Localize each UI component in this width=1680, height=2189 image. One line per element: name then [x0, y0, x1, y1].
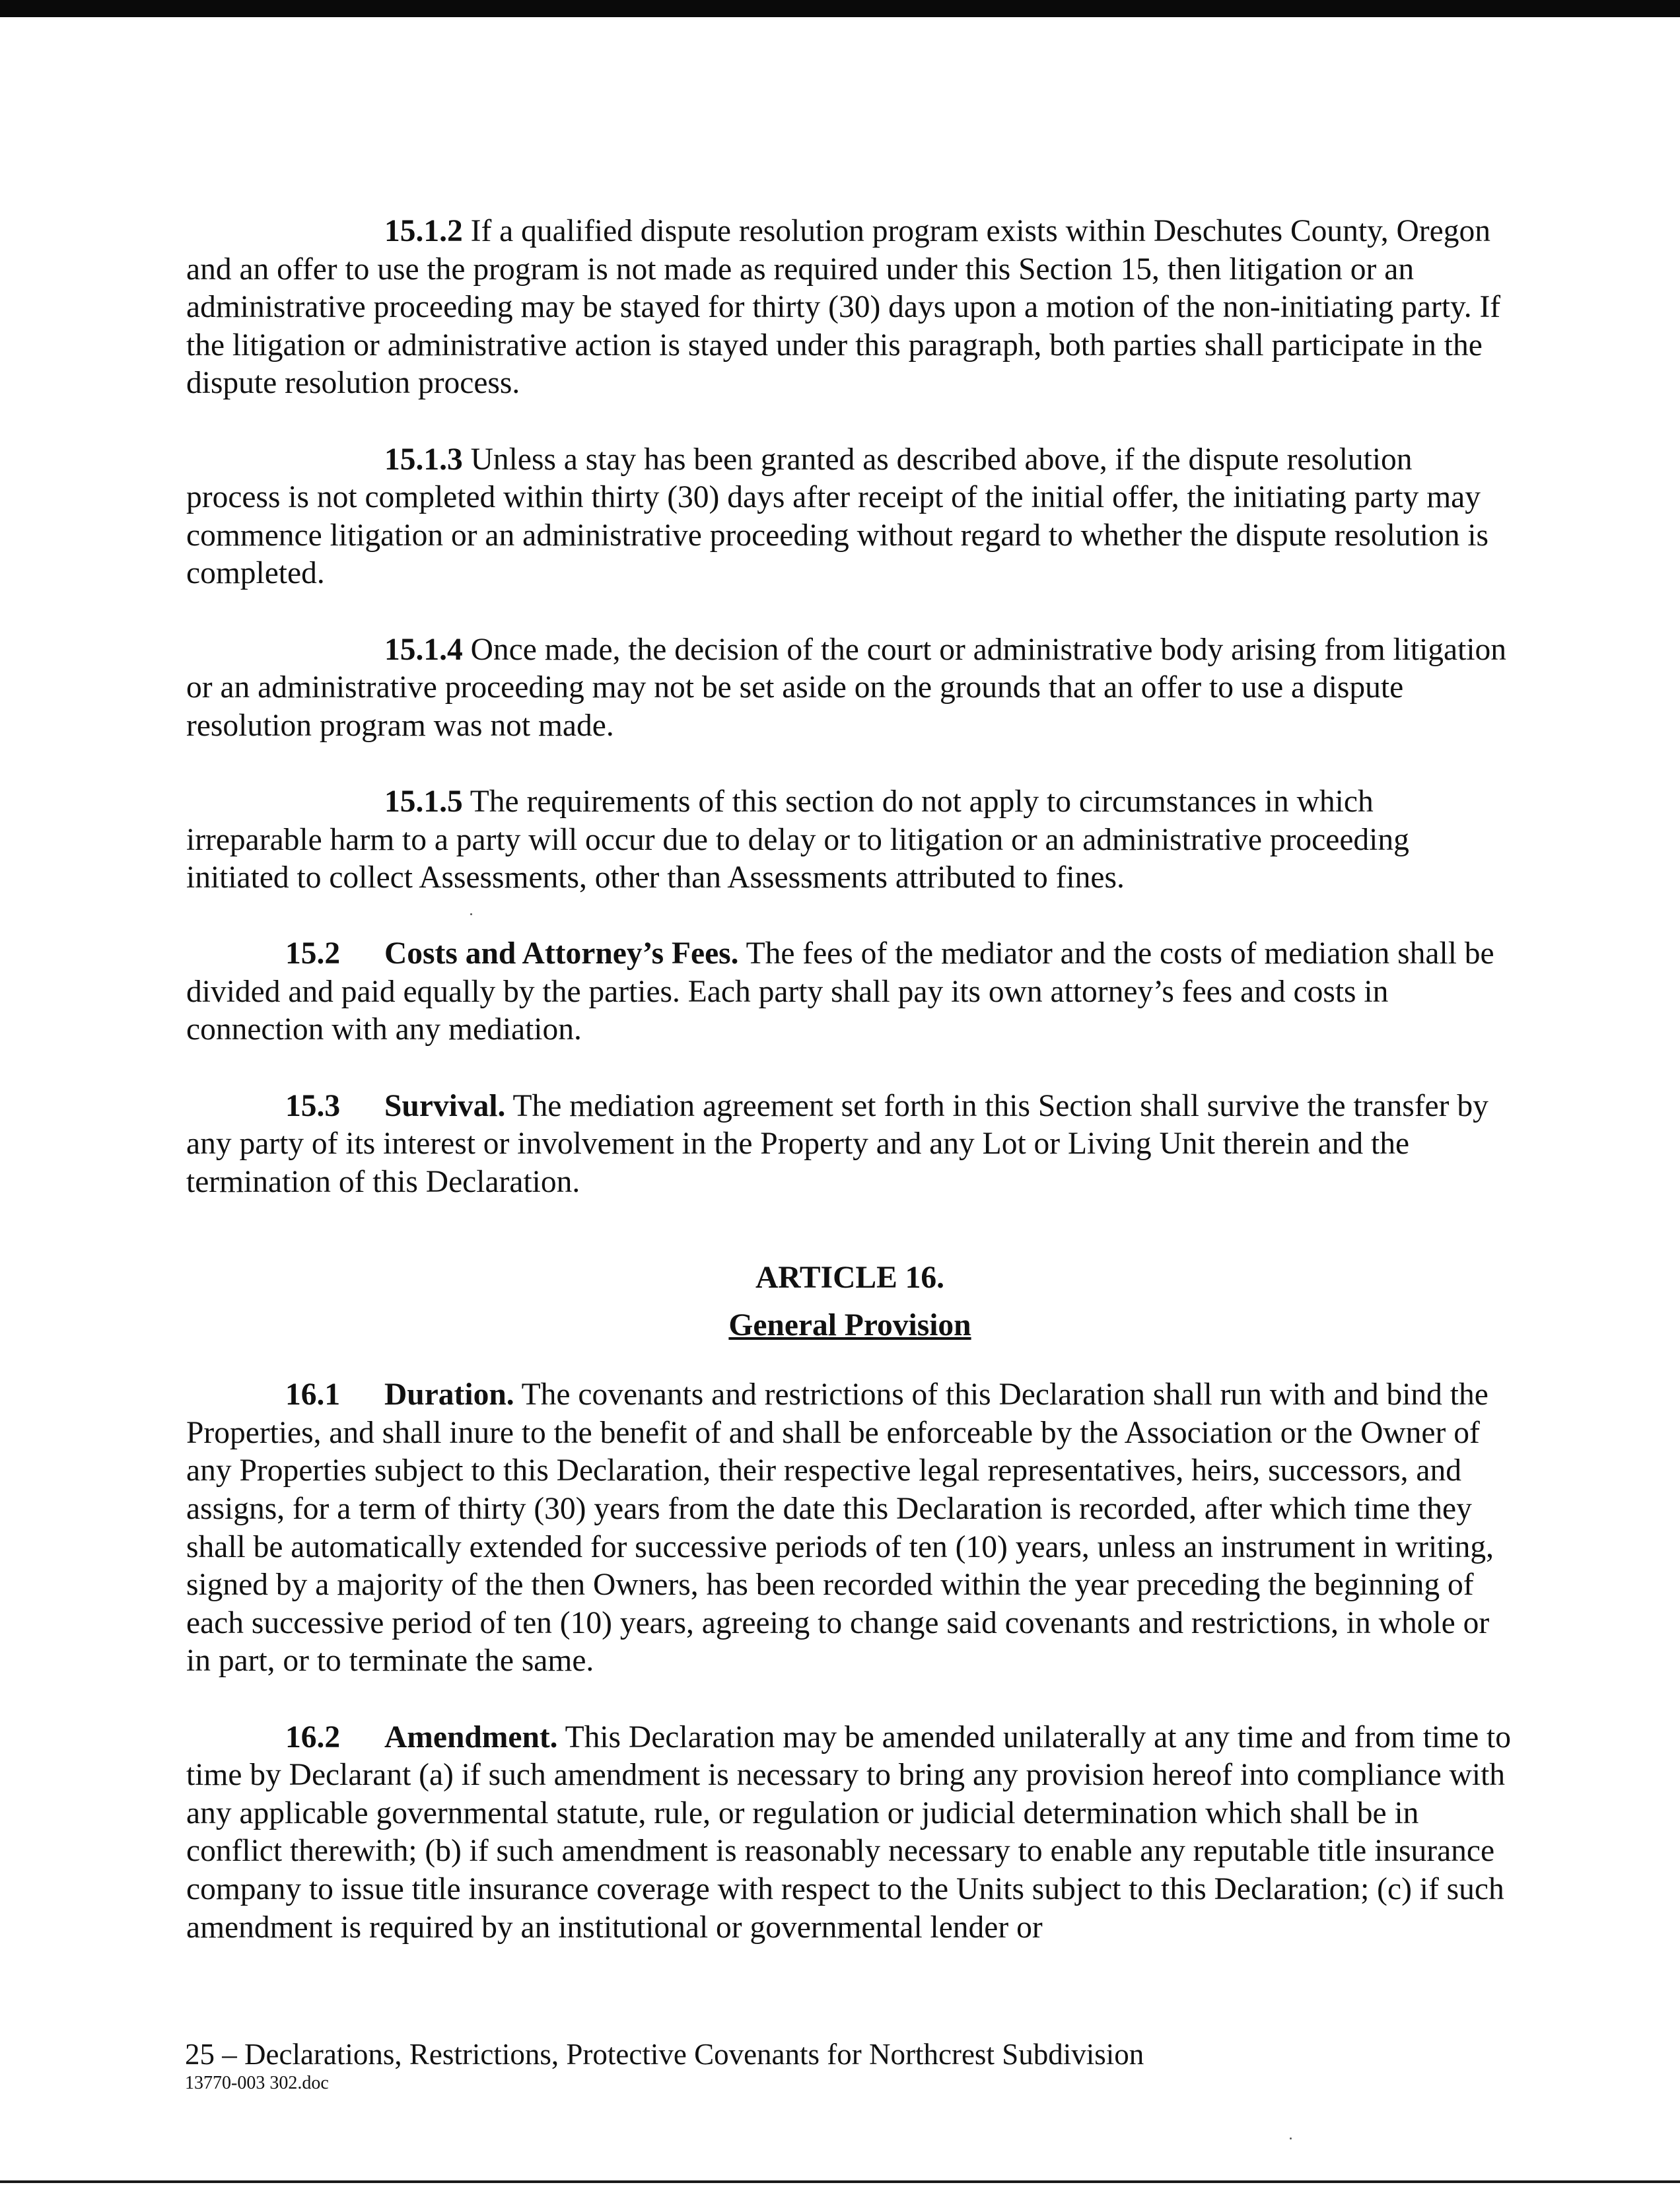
section-heading: Duration.: [384, 1377, 514, 1412]
section-number: 15.1.5: [384, 784, 463, 819]
scan-bottom-border: [0, 2180, 1680, 2183]
section-number: 16.1: [285, 1377, 341, 1412]
section-heading: Survival.: [384, 1088, 506, 1123]
scan-top-border: [0, 0, 1680, 17]
section-15-2: [186, 935, 1514, 1049]
section-heading: Costs and Attorney’s Fees.: [384, 936, 739, 971]
section-15-1-4: [186, 631, 1514, 746]
section-number: 16.2: [285, 1720, 341, 1755]
section-text: The fees of the mediator and the costs of mediation shall be divided and paid equally by the parties. Each party shall pay its own attorney’s fees and costs in connection with any mediation.: [186, 936, 1494, 1047]
section-text: If a qualified dispute resolution program exists within Deschutes County, Oregon and an offer to use the program is not made as required under this Section 15, then litigation or an administrative proceeding may be stayed for thirty (30) days upon a motion of the non-initiating party. If the litigation or administrative action is stayed under this paragraph, both parties shall participate in the dispute resolution process.: [186, 214, 1501, 401]
section-16-1: [186, 1376, 1514, 1681]
scan-speck: [470, 913, 472, 915]
section-15-1-3: [186, 441, 1514, 593]
section-text: Once made, the decision of the court or administrative body arising from litigation or an administrative proceeding may not be set aside on the grounds that an offer to use a dispute resolution program was not made.: [186, 632, 1507, 743]
section-number: 15.1.3: [384, 442, 463, 477]
section-16-2: [186, 1719, 1514, 1947]
section-heading: Amendment.: [384, 1720, 558, 1755]
footer-doc-id: 13770-003 302.doc: [185, 2073, 329, 2093]
section-text: The mediation agreement set forth in this Section shall survive the transfer by any party of its interest or involvement in the Property and any Lot or Living Unit therein and the termination of this Declaration.: [186, 1088, 1488, 1199]
section-number: 15.2: [285, 936, 341, 971]
article-title: General Provision: [728, 1307, 971, 1342]
scan-speck: [1290, 2137, 1292, 2139]
document-page: [186, 213, 1514, 1985]
section-text: Unless a stay has been granted as described above, if the dispute resolution process is not completed within thirty (30) days after receipt of the initial offer, the initiating party may commence litigation or an administrative proceeding without regard to whether the dispute resolution is completed.: [186, 442, 1489, 591]
section-number: 15.3: [285, 1088, 341, 1123]
article-label: ARTICLE 16.: [755, 1261, 945, 1296]
section-15-3: [186, 1088, 1514, 1202]
page-footer: [185, 2037, 1506, 2095]
section-15-1-5: [186, 783, 1514, 897]
section-number: 15.1.4: [384, 632, 463, 667]
section-text: The requirements of this section do not apply to circumstances in which irreparable harm to a party will occur due to delay or to litigation or an administrative proceeding initiated to collect Assessments, other than Assessments attributed to fines.: [186, 784, 1409, 895]
footer-title: 25 – Declarations, Restrictions, Protective Covenants for Northcrest Subdivision: [185, 2038, 1144, 2071]
section-text: The covenants and restrictions of this Declaration shall run with and bind the Properties, and shall inure to the benefit of and shall be enforceable by the Association or the Owner of any Properties subject to this Declaration, their respective legal representatives, heirs, successors, and assigns, for a term of thirty (30) years from the date this Declaration is recorded, after which time they shall be automatically extended for successive periods of ten (10) years, unless an instrument in writing, signed by a majority of the then Owners, has been recorded within the year preceding the beginning of each successive period of ten (10) years, agreeing to change said covenants and restrictions, in whole or in part, or to terminate the same.: [186, 1377, 1494, 1679]
section-text: This Declaration may be amended unilaterally at any time and from time to time by Declarant (a) if such amendment is necessary to bring any provision hereof into compliance with any applicable governmental statute, rule, or regulation or judicial determination which shall be in conflict therewith; (b) if such amendment is reasonably necessary to enable any reputable title insurance company to issue title insurance coverage with respect to the Units subject to this Declaration; (c) if such amendment is required by an institutional or governmental lender or: [186, 1720, 1512, 1945]
section-15-1-2: [186, 213, 1514, 403]
section-number: 15.1.2: [384, 214, 463, 248]
